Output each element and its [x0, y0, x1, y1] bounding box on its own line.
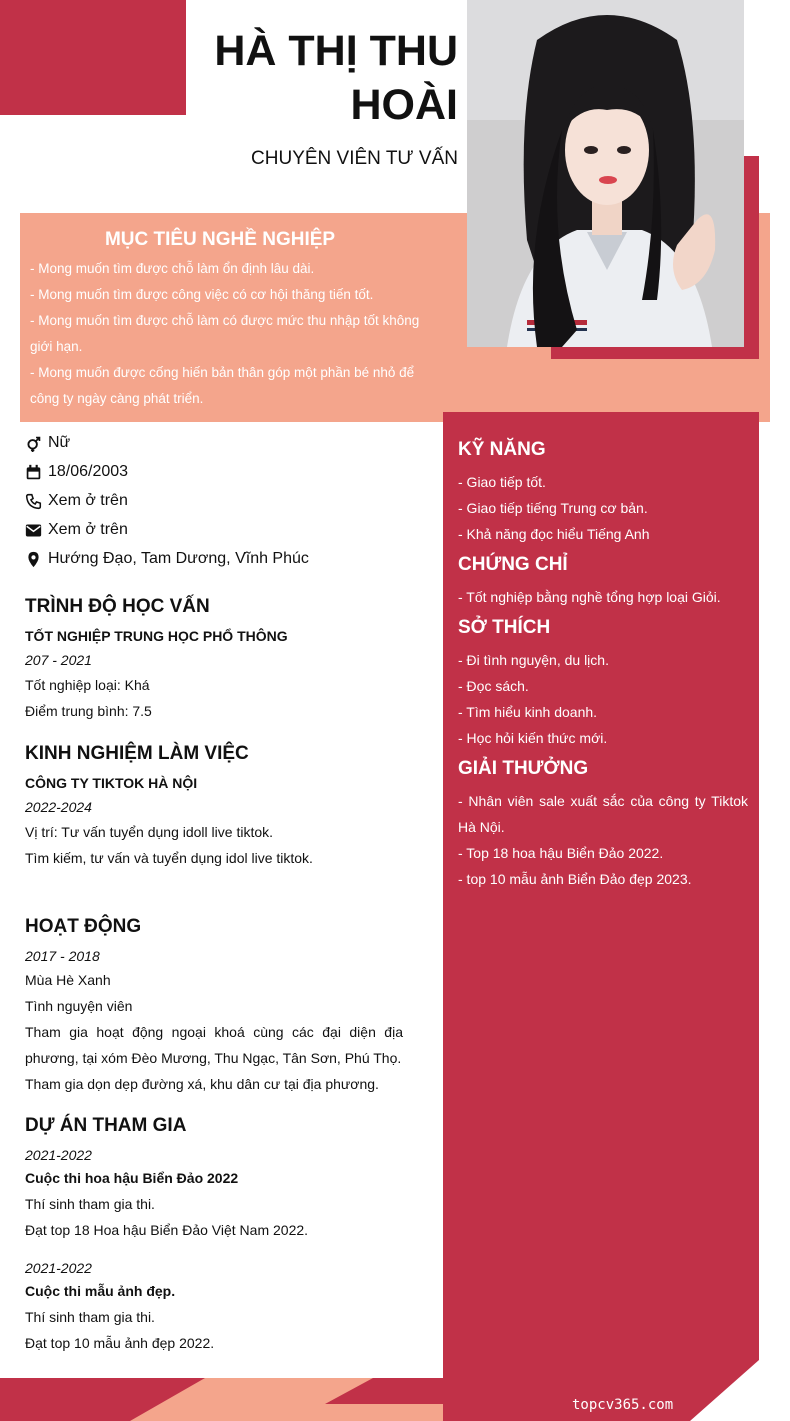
- certificates-title: CHỨNG CHỈ: [458, 554, 568, 575]
- hobby-item: - Đi tình nguyện, du lịch.: [458, 652, 609, 668]
- education-line: Điểm trung bình: 7.5: [25, 703, 152, 719]
- contact-phone: [25, 490, 128, 512]
- project-line: Đạt top 10 mẫu ảnh đẹp 2022.: [25, 1335, 215, 1351]
- project-details: [25, 1191, 308, 1243]
- award-item: - Top 18 hoa hậu Biển Đảo 2022.: [458, 845, 664, 861]
- activities-role: Tình nguyện viên: [25, 998, 133, 1014]
- email-icon: [25, 522, 42, 539]
- objective-line: - Mong muốn tìm được công việc có cơ hội thăng tiến tốt.: [30, 287, 374, 302]
- award-item: - top 10 mẫu ảnh Biển Đảo đẹp 2023.: [458, 871, 692, 887]
- profile-photo: [467, 0, 744, 347]
- activities-line: Tham gia dọn dẹp đường xá, khu dân cư tại địa phương.: [25, 1076, 379, 1092]
- award-item: - Nhân viên sale xuất sắc của công ty Tiktok Hà Nội.: [458, 793, 748, 835]
- footer-brand: topcv365.com: [572, 1397, 674, 1413]
- calendar-icon: [25, 464, 42, 481]
- education-school: TỐT NGHIỆP TRUNG HỌC PHỔ THÔNG: [25, 628, 288, 644]
- skill-item: - Giao tiếp tiếng Trung cơ bản.: [458, 500, 648, 516]
- birthday-value: 18/06/2003: [48, 463, 129, 480]
- experience-line: Tìm kiếm, tư vấn và tuyển dụng idol live tiktok.: [25, 850, 313, 866]
- activities-line: Tham gia hoạt động ngoại khoá cùng các đại diện địa phương, tại xóm Đèo Mương, Thu Ngạc, Tân Sơn, Phú Thọ.: [25, 1024, 403, 1066]
- hobby-item: - Học hỏi kiến thức mới.: [458, 730, 608, 746]
- gender-icon: [25, 435, 42, 452]
- candidate-name: HÀ THỊ THU HOÀI: [214, 27, 458, 129]
- education-details: [25, 672, 152, 724]
- email-value: Xem ở trên: [48, 521, 128, 538]
- activities-period: 2017 - 2018: [25, 948, 100, 964]
- experience-details: [25, 819, 313, 871]
- address-value: Hướng Đạo, Tam Dương, Vĩnh Phúc: [48, 550, 309, 567]
- hobbies-list: [458, 647, 748, 751]
- activities-details: [25, 967, 403, 1097]
- gender-value: Nữ: [48, 434, 71, 451]
- experience-title: KINH NGHIỆM LÀM VIỆC: [25, 743, 249, 764]
- experience-line: Vị trí: Tư vấn tuyển dụng idoll live tiktok.: [25, 824, 274, 840]
- decor-block-top-left: [0, 0, 186, 115]
- certificate-item: - Tốt nghiệp bằng nghề tổng hợp loại Giỏi.: [458, 589, 721, 605]
- projects-title: DỰ ÁN THAM GIA: [25, 1115, 187, 1136]
- location-icon: [25, 551, 42, 568]
- objective-line: - Mong muốn tìm được chỗ làm ổn định lâu dài.: [30, 261, 315, 276]
- project-name: Cuộc thi hoa hậu Biển Đảo 2022: [25, 1170, 239, 1186]
- education-title: TRÌNH ĐỘ HỌC VẤN: [25, 596, 210, 617]
- awards-list: [458, 788, 748, 892]
- experience-period: 2022-2024: [25, 799, 92, 815]
- hobby-item: - Đọc sách.: [458, 678, 529, 694]
- phone-icon: [25, 493, 42, 510]
- activities-title: HOẠT ĐỘNG: [25, 916, 142, 937]
- job-title: CHUYÊN VIÊN TƯ VẤN: [251, 148, 458, 169]
- skills-title: KỸ NĂNG: [458, 439, 546, 460]
- hobbies-title: SỞ THÍCH: [458, 617, 551, 638]
- objective-list: [30, 256, 430, 412]
- project-line: Thí sinh tham gia thi.: [25, 1196, 155, 1212]
- skill-item: - Giao tiếp tốt.: [458, 474, 546, 490]
- project-details: [25, 1304, 214, 1356]
- contact-birthday: [25, 461, 128, 483]
- contact-gender: [25, 432, 70, 454]
- education-line: Tốt nghiệp loại: Khá: [25, 677, 150, 693]
- objective-line: - Mong muốn tìm được chỗ làm có được mức thu nhập tốt không giới hạn.: [30, 313, 420, 354]
- project-line: Thí sinh tham gia thi.: [25, 1309, 155, 1325]
- contact-email: [25, 519, 128, 541]
- experience-company: CÔNG TY TIKTOK HÀ NỘI: [25, 775, 198, 791]
- project-period: 2021-2022: [25, 1260, 92, 1276]
- awards-title: GIẢI THƯỞNG: [458, 758, 589, 779]
- project-line: Đạt top 18 Hoa hậu Biển Đảo Việt Nam 2022.: [25, 1222, 309, 1238]
- activities-org: Mùa Hè Xanh: [25, 972, 111, 988]
- skills-list: [458, 469, 748, 547]
- project-period: 2021-2022: [25, 1147, 92, 1163]
- certificates-list: [458, 584, 748, 610]
- skill-item: - Khả năng đọc hiểu Tiếng Anh: [458, 526, 650, 542]
- education-period: 207 - 2021: [25, 652, 92, 668]
- hobby-item: - Tìm hiểu kinh doanh.: [458, 704, 598, 720]
- phone-value: Xem ở trên: [48, 492, 128, 509]
- project-name: Cuộc thi mẫu ảnh đẹp.: [25, 1283, 176, 1299]
- objective-title: MỤC TIÊU NGHỀ NGHIỆP: [104, 229, 336, 250]
- contact-address: [25, 548, 309, 570]
- objective-line: - Mong muốn được cống hiến bản thân góp một phần bé nhỏ để công ty ngày càng phát triển.: [30, 365, 415, 406]
